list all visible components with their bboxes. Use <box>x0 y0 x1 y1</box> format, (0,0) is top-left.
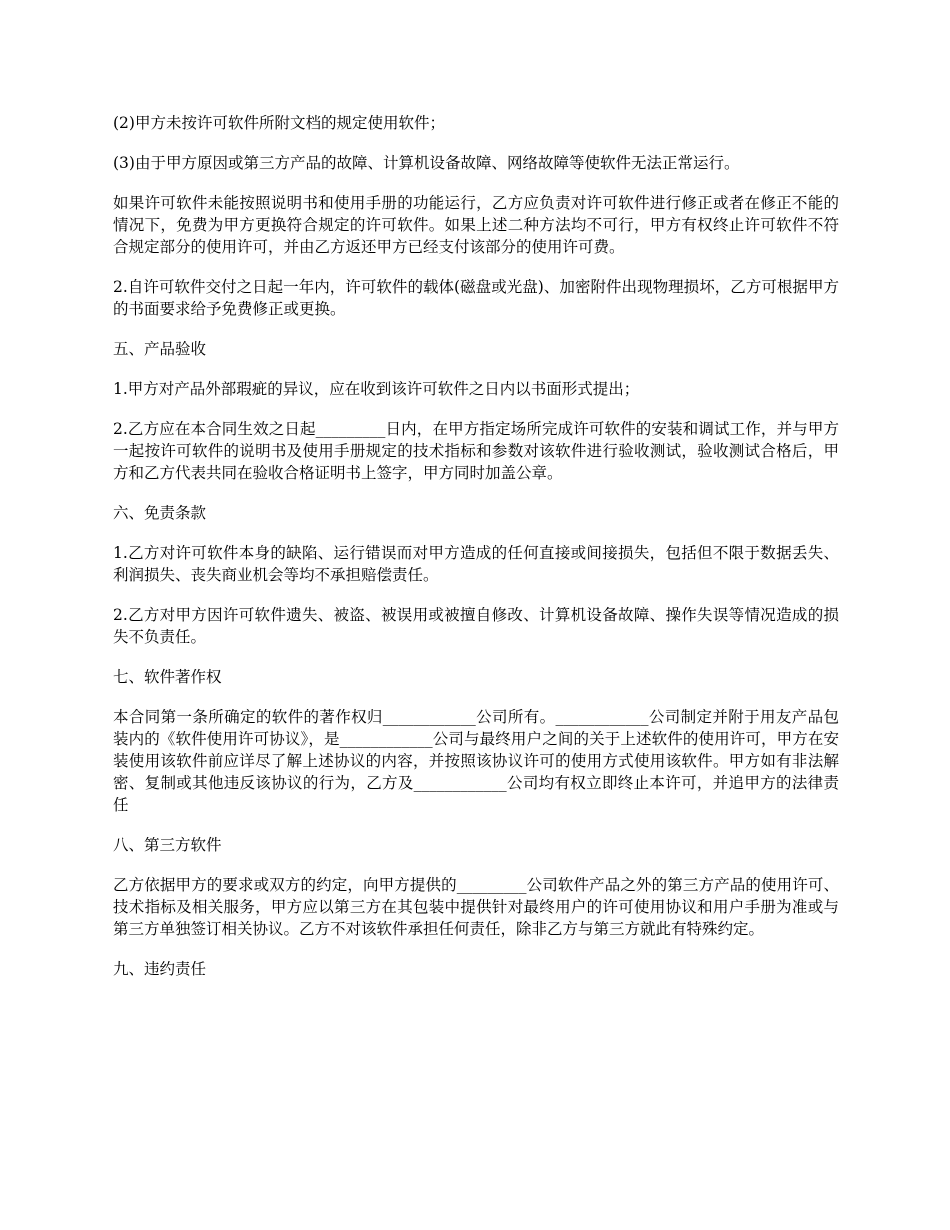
document-page <box>113 112 839 998</box>
clause-3-failure: (3)由于甲方原因或第三方产品的故障、计算机设备故障、网络故障等使软件无法正常运行。 <box>113 154 740 172</box>
copyright-paragraph: 本合同第一条所确定的软件的著作权归____________公司所有。____________公司制定并附于用友产品包装内的《软件使用许可协议》，是____________公司与最终用户之间的关于上述软件的使用许可，甲方在安装使用该软件前应详尽了解上述协议的内容，并按照该协议许可的使用方式使用该软件。甲方如有非法解密、复制或其他违反该协议的行为，乙方及____________公司均有权立即终止本许可，并追甲方的法律责任 <box>113 708 839 814</box>
section-heading-acceptance: 五、产品验收 <box>113 340 207 358</box>
clause-2-misuse: (2)甲方未按许可软件所附文档的规定使用软件； <box>113 114 445 132</box>
acceptance-item-1: 1.甲方对产品外部瑕疵的异议，应在收到该许可软件之日内以书面形式提出； <box>113 380 640 398</box>
section-heading-liability: 九、违约责任 <box>113 960 207 978</box>
disclaimer-item-1: 1.乙方对许可软件本身的缺陷、运行错误而对甲方造成的任何直接或间接损失，包括但不限于数据丢失、利润损失、丧失商业机会等均不承担赔偿责任。 <box>113 544 839 584</box>
section-heading-third-party: 八、第三方软件 <box>113 836 222 854</box>
section-heading-disclaimer: 六、免责条款 <box>113 504 207 522</box>
paragraph-media-damage: 2.自许可软件交付之日起一年内，许可软件的载体(磁盘或光盘)、加密附件出现物理损坏，乙方可根据甲方的书面要求给予免费修正或更换。 <box>113 278 839 318</box>
paragraph-correction: 如果许可软件未能按照说明书和使用手册的功能运行，乙方应负责对许可软件进行修正或者在修正不能的情况下，免费为甲方更换符合规定的许可软件。如果上述二种方法均不可行，甲方有权终止许可软件不符合规定部分的使用许可，并由乙方返还甲方已经支付该部分的使用许可费。 <box>113 194 839 256</box>
acceptance-item-2: 2.乙方应在本合同生效之日起_________日内，在甲方指定场所完成许可软件的安装和调试工作，并与甲方一起按许可软件的说明书及使用手册规定的技术指标和参数对该软件进行验收测试，验收测试合格后，甲方和乙方代表共同在验收合格证明书上签字，甲方同时加盖公章。 <box>113 420 839 482</box>
third-party-paragraph: 乙方依据甲方的要求或双方的约定，向甲方提供的_________公司软件产品之外的第三方产品的使用许可、技术指标及相关服务，甲方应以第三方在其包装中提供针对最终用户的许可使用协议和用户手册为准或与第三方单独签订相关协议。乙方不对该软件承担任何责任，除非乙方与第三方就此有特殊约定。 <box>113 876 839 938</box>
section-heading-copyright: 七、软件著作权 <box>113 668 222 686</box>
disclaimer-item-2: 2.乙方对甲方因许可软件遗失、被盗、被误用或被擅自修改、计算机设备故障、操作失误等情况造成的损失不负责任。 <box>113 606 839 646</box>
